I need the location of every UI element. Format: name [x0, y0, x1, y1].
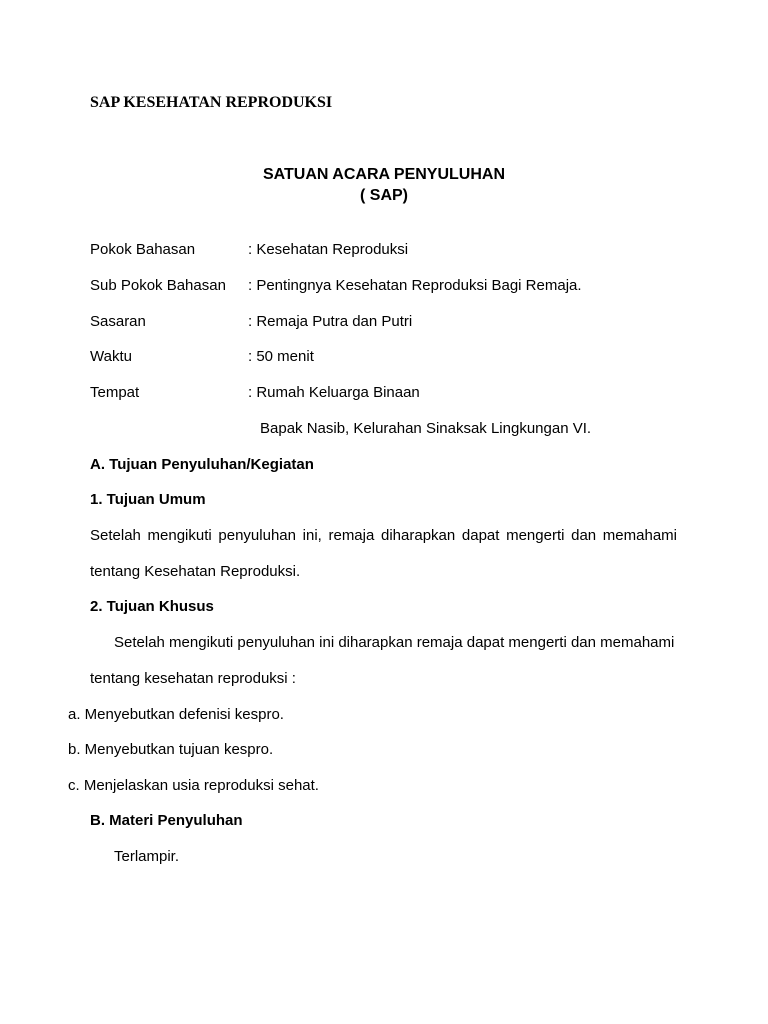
- info-label-sasaran: Sasaran: [90, 313, 146, 330]
- tujuan-umum-line-2: tentang Kesehatan Reproduksi.: [90, 563, 301, 580]
- info-value-sasaran: : Remaja Putra dan Putri: [248, 313, 413, 330]
- info-value-sub-pokok-bahasan: : Pentingnya Kesehatan Reproduksi Bagi Remaja.: [248, 277, 582, 294]
- info-value-tempat: : Rumah Keluarga Binaan: [248, 384, 420, 401]
- section-b-body: Terlampir.: [114, 848, 180, 865]
- title-line-1: SATUAN ACARA PENYULUHAN: [262, 166, 506, 183]
- tujuan-umum-heading: 1. Tujuan Umum: [90, 491, 206, 508]
- list-item: c. Menjelaskan usia reproduksi sehat.: [68, 777, 319, 794]
- list-item: b. Menyebutkan tujuan kespro.: [68, 741, 274, 758]
- info-value-tempat-continued: Bapak Nasib, Kelurahan Sinaksak Lingkungan VI.: [260, 420, 592, 437]
- document-heading: SAP KESEHATAN REPRODUKSI: [90, 94, 333, 111]
- list-item: a. Menyebutkan defenisi kespro.: [68, 706, 284, 723]
- tujuan-khusus-line-1: Setelah mengikuti penyuluhan ini diharapkan remaja dapat mengerti dan memahami: [114, 634, 675, 651]
- info-value-waktu: : 50 menit: [248, 348, 314, 365]
- section-a-heading: A. Tujuan Penyuluhan/Kegiatan: [90, 456, 314, 473]
- title-line-2: ( SAP): [360, 187, 408, 204]
- tujuan-khusus-heading: 2. Tujuan Khusus: [90, 598, 214, 615]
- info-label-sub-pokok-bahasan: Sub Pokok Bahasan: [90, 277, 226, 294]
- tujuan-khusus-line-2: tentang kesehatan reproduksi :: [90, 670, 296, 687]
- section-b-heading: B. Materi Penyuluhan: [90, 812, 243, 829]
- info-label-waktu: Waktu: [90, 348, 132, 365]
- tujuan-umum-line-1: Setelah mengikuti penyuluhan ini, remaja diharapkan dapat mengerti dan memahami: [90, 527, 677, 544]
- info-value-pokok-bahasan: : Kesehatan Reproduksi: [248, 241, 409, 258]
- info-label-tempat: Tempat: [90, 384, 140, 401]
- info-label-pokok-bahasan: Pokok Bahasan: [90, 241, 196, 258]
